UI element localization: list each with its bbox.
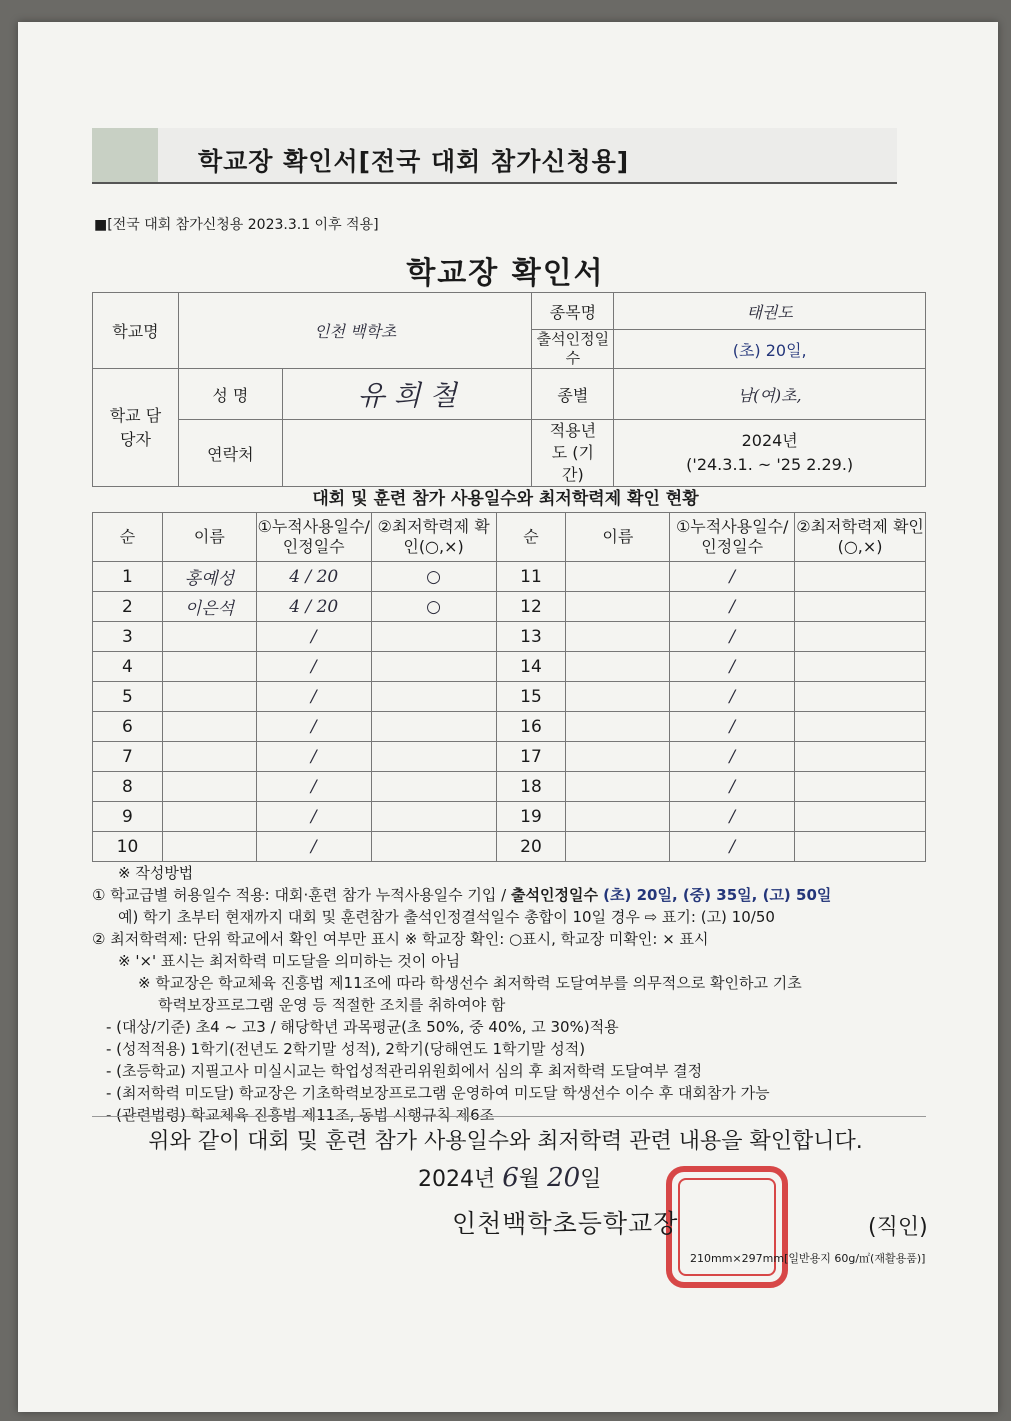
roster-confirm <box>371 652 496 682</box>
form-note: ■[전국 대회 참가신청용 2023.3.1 이후 적용] <box>94 217 379 233</box>
header-name: 이름 <box>566 513 670 562</box>
roster-name <box>566 652 670 682</box>
roster-no: 16 <box>496 712 566 742</box>
roster-no: 8 <box>93 772 163 802</box>
roster-days: / <box>256 772 371 802</box>
roster-confirm <box>371 682 496 712</box>
issue-date <box>418 1162 601 1193</box>
divider <box>92 1116 926 1117</box>
roster-days: 4 / 20 <box>256 592 371 622</box>
roster-confirm: ○ <box>371 562 496 592</box>
date-month-unit: 월 <box>518 1167 541 1192</box>
note-2b-cont: 학력보장프로그램 운영 등 적절한 조치를 취하여야 함 <box>158 996 506 1014</box>
notes-heading: ※ 작성방법 <box>118 864 194 882</box>
roster-row <box>93 652 926 682</box>
roster-days: / <box>670 592 795 622</box>
roster-row <box>93 742 926 772</box>
roster-no: 2 <box>93 592 163 622</box>
roster-days: / <box>256 622 371 652</box>
roster-confirm <box>371 802 496 832</box>
roster-days: / <box>256 742 371 772</box>
roster-confirm <box>795 712 926 742</box>
roster-row <box>93 592 926 622</box>
roster-no: 15 <box>496 682 566 712</box>
year-cell <box>614 420 926 487</box>
main-title: 학교장 확인서 <box>406 256 605 291</box>
period-value: ('24.3.1. ~ '25 2.29.) <box>686 455 854 474</box>
roster-days: / <box>670 832 795 862</box>
seal-label: (직인) <box>868 1215 928 1240</box>
roster-header-row <box>93 513 926 562</box>
roster-name <box>162 622 256 652</box>
roster-days: / <box>670 712 795 742</box>
roster-confirm <box>371 772 496 802</box>
contact-label: 연락처 <box>178 420 282 487</box>
roster-no: 3 <box>93 622 163 652</box>
roster-no: 20 <box>496 832 566 862</box>
note-2a: ※ '×' 표시는 최저학력 미도달을 의미하는 것이 아님 <box>118 952 461 970</box>
detail-1: - (대상/기준) 초4 ~ 고3 / 해당학년 과목평균(초 50%, 중 40%, 고 30%)적용 <box>106 1018 619 1036</box>
header-title: 학교장 확인서[전국 대회 참가신청용] <box>198 147 630 176</box>
roster-name <box>162 742 256 772</box>
header-swatch <box>92 128 158 182</box>
roster-name <box>566 742 670 772</box>
roster-no: 12 <box>496 592 566 622</box>
note-1-text: ① 학교급별 허용일수 적용: 대회·훈련 참가 누적사용일수 기입 / <box>92 886 511 904</box>
note-1-limits: (초) 20일, (중) 35일, (고) 50일 <box>597 886 832 904</box>
roster-name <box>162 652 256 682</box>
category-label: 종별 <box>532 369 614 420</box>
roster-no: 4 <box>93 652 163 682</box>
school-value: 인천 백학초 <box>178 293 532 369</box>
roster-no: 13 <box>496 622 566 652</box>
official-seal <box>666 1166 788 1288</box>
year-label: 적용년도 (기간) <box>532 420 614 487</box>
roster-no: 11 <box>496 562 566 592</box>
roster-confirm <box>371 622 496 652</box>
attendance-label: 출석인정일수 <box>532 330 614 369</box>
roster-no: 18 <box>496 772 566 802</box>
roster-no: 5 <box>93 682 163 712</box>
instructions <box>92 862 952 1126</box>
name-value: 유 희 철 <box>282 369 532 420</box>
info-table <box>92 292 926 487</box>
roster-name <box>566 682 670 712</box>
roster-confirm <box>795 622 926 652</box>
name-label: 성 명 <box>178 369 282 420</box>
roster-confirm <box>371 742 496 772</box>
date-day-unit: 일 <box>580 1167 602 1192</box>
roster-days: / <box>670 652 795 682</box>
roster-name <box>566 832 670 862</box>
note-1-example: 예) 학기 초부터 현재까지 대회 및 훈련참가 출석인정결석일수 총합이 10일 경우 ⇨ 표기: (고) 10/50 <box>118 908 775 926</box>
roster-name: 이은석 <box>162 592 256 622</box>
school-label: 학교명 <box>93 293 179 369</box>
roster-confirm <box>795 682 926 712</box>
roster-days: / <box>670 562 795 592</box>
header-confirm: ②최저학력제 확인(○,×) <box>795 513 926 562</box>
attendance-value: (초) 20일, <box>614 330 926 369</box>
roster-table <box>92 512 926 862</box>
principal-name: 인천백학초등학교장 <box>452 1209 679 1238</box>
roster-name: 홍예성 <box>162 562 256 592</box>
roster-days: / <box>256 652 371 682</box>
roster-name <box>162 802 256 832</box>
date-day: 20 <box>547 1163 581 1193</box>
note-2b: ※ 학교장은 학교체육 진흥법 제11조에 따라 학생선수 최저학력 도달여부를 의무적으로 확인하고 기초 <box>138 974 802 992</box>
roster-no: 10 <box>93 832 163 862</box>
roster-name <box>162 832 256 862</box>
detail-3: - (초등학교) 지필고사 미실시교는 학업성적관리위원회에서 심의 후 최저학력 도달여부 결정 <box>106 1062 703 1080</box>
roster-name <box>162 712 256 742</box>
roster-days: / <box>670 682 795 712</box>
event-value: 태권도 <box>614 293 926 330</box>
paper-spec: 210mm×297mm[일반용지 60g/㎡(재활용품)] <box>690 1252 926 1265</box>
detail-2: - (성적적용) 1학기(전년도 2학기말 성적), 2학기(당해연도 1학기말 성적) <box>106 1040 586 1058</box>
roster-days: / <box>670 742 795 772</box>
roster-name <box>566 802 670 832</box>
roster-days: / <box>256 832 371 862</box>
date-month: 6 <box>502 1163 519 1193</box>
roster-confirm <box>795 652 926 682</box>
roster-days: / <box>256 682 371 712</box>
header-no: 순 <box>496 513 566 562</box>
roster-no: 9 <box>93 802 163 832</box>
roster-confirm <box>795 772 926 802</box>
roster-days: / <box>670 622 795 652</box>
roster-row <box>93 562 926 592</box>
roster-days: / <box>670 802 795 832</box>
note-1-bold: 출석인정일수 <box>511 886 598 904</box>
roster-name <box>566 622 670 652</box>
roster-days: / <box>256 802 371 832</box>
roster-no: 6 <box>93 712 163 742</box>
roster-no: 14 <box>496 652 566 682</box>
roster-confirm <box>795 832 926 862</box>
roster-confirm <box>795 562 926 592</box>
roster-confirm <box>795 592 926 622</box>
roster-confirm <box>795 802 926 832</box>
roster-row <box>93 712 926 742</box>
roster-name <box>566 772 670 802</box>
roster-row <box>93 772 926 802</box>
header-days: ①누적사용일수/인정일수 <box>670 513 795 562</box>
category-value: 남(여)초, <box>614 369 926 420</box>
roster-row <box>93 682 926 712</box>
roster-days: / <box>256 712 371 742</box>
roster-confirm <box>371 832 496 862</box>
roster-no: 19 <box>496 802 566 832</box>
header-days: ①누적사용일수/인정일수 <box>256 513 371 562</box>
roster-name <box>566 712 670 742</box>
manager-label: 학교 담당자 <box>93 369 179 487</box>
roster-no: 1 <box>93 562 163 592</box>
header-name: 이름 <box>162 513 256 562</box>
year-value: 2024년 <box>741 431 798 450</box>
header-no: 순 <box>93 513 163 562</box>
roster-confirm <box>795 742 926 772</box>
detail-4: - (최저학력 미도달) 학교장은 기초학력보장프로그램 운영하여 미도달 학생선수 이수 후 대회참가 가능 <box>106 1084 770 1102</box>
roster-days: 4 / 20 <box>256 562 371 592</box>
roster-confirm <box>371 712 496 742</box>
event-label: 종목명 <box>532 293 614 330</box>
roster-name <box>566 592 670 622</box>
roster-no: 17 <box>496 742 566 772</box>
roster-name <box>162 772 256 802</box>
note-2: ② 최저학력제: 단위 학교에서 확인 여부만 표시 ※ 학교장 확인: ○표시, 학교장 미확인: × 표시 <box>92 930 709 948</box>
roster-name <box>566 562 670 592</box>
contact-value <box>282 420 532 487</box>
confirmation-statement: 위와 같이 대회 및 훈련 참가 사용일수와 최저학력 관련 내용을 확인합니다. <box>148 1129 863 1154</box>
roster-confirm: ○ <box>371 592 496 622</box>
detail-5: - (관련법령) 학교체육 진흥법 제11조, 동법 시행규칙 제6조 <box>106 1106 495 1124</box>
roster-row <box>93 622 926 652</box>
roster-name <box>162 682 256 712</box>
header-confirm: ②최저학력제 확인(○,×) <box>371 513 496 562</box>
roster-row <box>93 832 926 862</box>
roster-no: 7 <box>93 742 163 772</box>
roster-title: 대회 및 훈련 참가 사용일수와 최저학력제 확인 현황 <box>312 489 699 509</box>
roster-days: / <box>670 772 795 802</box>
roster-row <box>93 802 926 832</box>
note-1 <box>92 884 952 906</box>
date-year: 2024년 <box>418 1167 496 1192</box>
